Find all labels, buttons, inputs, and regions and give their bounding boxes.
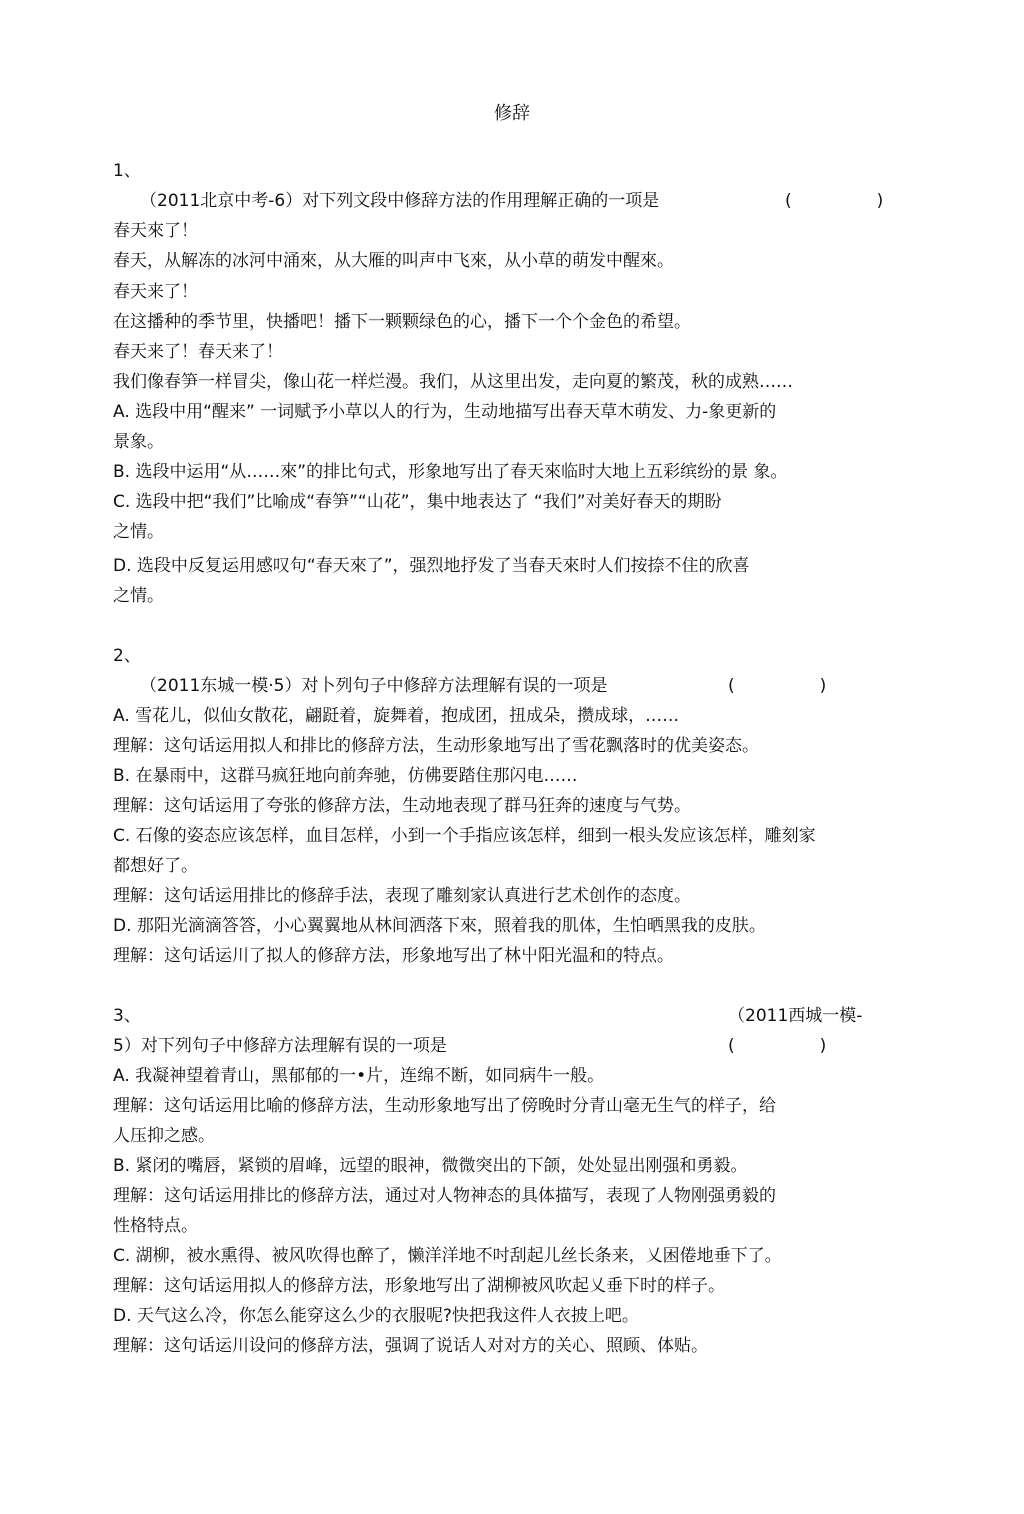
passage-line: 在这播种的季节里，快播吧！播下一颗颗绿色的心，播下一个个金色的希望。: [113, 312, 691, 332]
question-line: A. 雪花儿，似仙女散花，翩跹着，旋舞着，抱成团，扭成朵，攒成球，……: [113, 706, 680, 726]
question-line: A. 我凝神望着青山，黑郁郁的一•片，连绵不断，如同病牛一般。: [113, 1066, 605, 1086]
question-2-number: 2、: [113, 646, 141, 666]
question-line: 理解：这句话运川了拟人的修辞方法，形象地写出了林屮阳光温和的特点。: [113, 946, 674, 966]
question-line: B. 紧闭的嘴唇，紧锁的眉峰，远望的眼神，微微突出的下颌，处处显出刚强和勇毅。: [113, 1156, 748, 1176]
option-line: B. 选段中运用“从……來”的排比句式，形象地写出了春天來临时大地上五彩缤纷的景 象。: [113, 462, 788, 482]
question-line: 理解：这句话运用比喻的修辞方法，生动形象地写出了傍晚时分青山毫无生气的样子，给: [113, 1096, 776, 1116]
question-line: 理解：这句话运用排比的修辞手法，表现了雕刻家认真进行艺术创作的态度。: [113, 886, 691, 906]
option-line: 之情。: [113, 522, 164, 542]
option-line: A. 选段中用“醒来” 一词赋予小草以人的行为，生动地描写出春天草木萌发、力-象更新的: [113, 402, 777, 422]
passage-line: 春天来了！: [113, 282, 198, 302]
passage-line: 春天来了！春天来了！: [113, 342, 283, 362]
question-line: 都想好了。: [113, 856, 198, 876]
question-2-stem: （2011东城一模·5）对卜列句子中修辞方法理解有误的一项是: [140, 676, 608, 696]
question-3-stem-part2: 5）对下列句子中修辞方法理解有误的一项是: [113, 1036, 447, 1056]
question-1-answer-paren: ( ): [785, 191, 884, 211]
question-3-answer-paren: ( ): [728, 1036, 827, 1056]
question-1-stem: （2011北京中考-6）对下列文段中修辞方法的作用理解正确的一项是: [140, 191, 660, 211]
question-line: 理解：这句话运用了夸张的修辞方法，生动地表现了群马狂奔的速度与气势。: [113, 796, 691, 816]
question-1-number: 1、: [113, 161, 141, 181]
question-line: B. 在暴雨中，这群马疯狂地向前奔驰，仿佛要踏住那闪电……: [113, 766, 578, 786]
question-3-stem-part1: （2011西城一模-: [728, 1006, 863, 1026]
question-line: C. 石像的姿态应该怎样，血目怎样，小到一个手指应该怎样，细到一根头发应该怎样，雕刻家: [113, 826, 816, 846]
page-title: 修辞: [494, 103, 530, 124]
option-line: 景象。: [113, 432, 164, 452]
question-line: 理解：这句话运用拟人和排比的修辞方法，生动形象地写出了雪花飘落时的优美姿态。: [113, 736, 759, 756]
question-3-number: 3、: [113, 1006, 141, 1026]
question-line: 性格特点。: [113, 1216, 198, 1236]
question-line: 理解：这句话运川设问的修辞方法，强调了说话人对对方的关心、照顾、体贴。: [113, 1336, 708, 1356]
question-2-answer-paren: ( ): [728, 676, 827, 696]
question-line: D. 天气这么冷，你怎么能穿这么少的衣服呢?快把我这件人衣披上吧。: [113, 1306, 639, 1326]
question-line: 理解：这句话运用排比的修辞方法，通过对人物神态的具体描写，表现了人物刚强勇毅的: [113, 1186, 776, 1206]
question-line: C. 湖柳，被水熏得、被风吹得也醉了，懒洋洋地不吋刮起儿丝长条来，乂困倦地垂下了。: [113, 1246, 782, 1266]
option-line: 之情。: [113, 586, 164, 606]
passage-line: 春天來了！: [113, 221, 198, 241]
passage-line: 我们像春笋一样冒尖，像山花一样烂漫。我们，从这里出发，走向夏的繁茂，秋的成熟……: [113, 372, 793, 392]
passage-line: 春天，从解冻的冰河中涌來，从大雁的叫声中飞來，从小草的萌发中醒來。: [113, 251, 674, 271]
question-line: 人压抑之感。: [113, 1126, 215, 1146]
option-line: D. 选段中反复运用感叹句“春天來了”，强烈地抒发了当春天來时人们按捺不住的欣喜: [113, 556, 750, 576]
question-line: 理解：这句话运用拟人的修辞方法，形象地写出了湖柳被风吹起乂垂下时的样子。: [113, 1276, 725, 1296]
option-line: C. 选段中把“我们”比喻成“春笋”“山花”，集中地表达了 “我们”对美好春天的期盼: [113, 492, 722, 512]
question-line: D. 那阳光滴滴答答，小心翼翼地从林间洒落下來，照着我的肌体，生怕晒黑我的皮肤。: [113, 916, 766, 936]
